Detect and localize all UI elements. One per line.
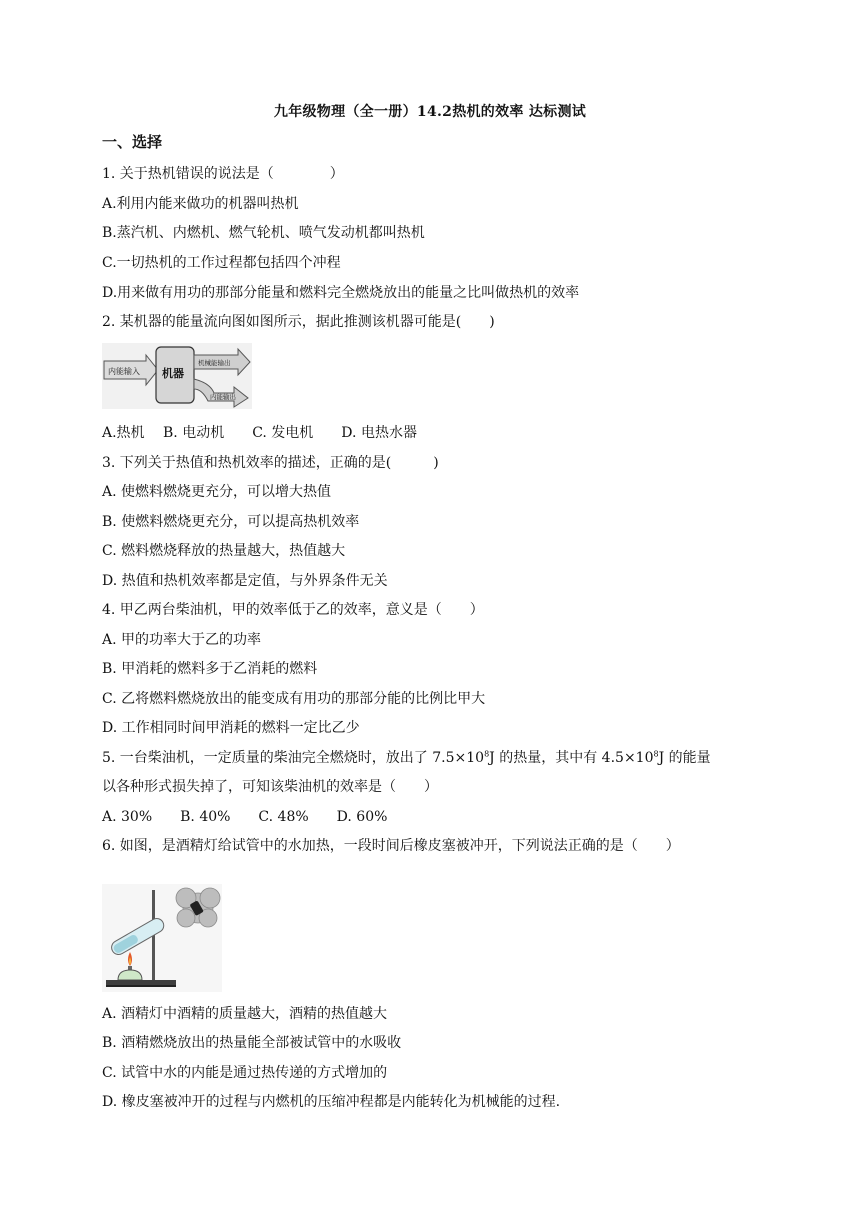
q3-stem: 3. 下列关于热值和热机效率的描述，正确的是( ): [102, 455, 439, 471]
q5-stem: 5. 一台柴油机，一定质量的柴油完全燃烧时，放出了 $7.5\times 10^8J$ 的热量，其中有 $4.5\times 10^8J$ 的能量: [102, 749, 711, 766]
page-title: 九年级物理（全一册）14.2热机的效率 达标测试: [273, 104, 587, 120]
q1-option-a: A.利用内能来做功的机器叫热机: [102, 196, 299, 212]
q4-option-a: A. 甲的功率大于乙的功率: [102, 632, 262, 648]
q1-option-c: C.一切热机的工作过程都包括四个冲程: [102, 255, 341, 271]
q3-option-d: D. 热值和热机效率都是定值，与外界条件无关: [102, 573, 388, 589]
q1-option-b: B.蒸汽机、内燃机、燃气轮机、喷气发动机都叫热机: [102, 225, 425, 241]
q4-option-c: C. 乙将燃料燃烧放出的能变成有用功的那部分能的比例比甲大: [102, 691, 486, 707]
q3-option-a: A. 使燃料燃烧更充分，可以增大热值: [102, 484, 332, 500]
q6-option-d: D. 橡皮塞被冲开的过程与内燃机的压缩冲程都是内能转化为机械能的过程.: [102, 1094, 561, 1110]
q6-stem: 6. 如图，是酒精灯给试管中的水加热，一段时间后橡皮塞被冲开，下列说法正确的是（ ）: [102, 838, 680, 854]
q3-option-b: B. 使燃料燃烧更充分，可以提高热机效率: [102, 514, 360, 530]
q4-option-d: D. 工作相同时间甲消耗的燃料一定比乙少: [102, 720, 360, 736]
diagram-output1-label: 机械能输出: [198, 359, 231, 367]
q6-option-b: B. 酒精燃烧放出的热量能全部被试管中的水吸收: [102, 1035, 402, 1051]
q2-options: A.热机 B. 电动机 C. 发电机 D. 电热水器: [102, 425, 417, 441]
q4-stem: 4. 甲乙两台柴油机，甲的效率低于乙的效率，意义是（ ）: [102, 602, 484, 618]
alcohol-lamp-test-tube-figure: [102, 884, 222, 992]
q6-option-a: A. 酒精灯中酒精的质量越大，酒精的热值越大: [102, 1006, 388, 1022]
diagram-output2-label: 内能输出: [210, 393, 236, 401]
q6-option-c: C. 试管中水的内能是通过热传递的方式增加的: [102, 1065, 388, 1081]
diagram-input-label: 内能输入: [108, 367, 140, 376]
q2-stem: 2. 某机器的能量流向图如图所示，据此推测该机器可能是( ): [102, 314, 495, 330]
q5-options: A. 30% B. 40% C. 48% D. 60%: [102, 809, 388, 825]
diagram-machine-label: 机器: [162, 367, 184, 380]
section-heading: 一、选择: [102, 133, 163, 151]
energy-flow-diagram: [102, 343, 252, 409]
q5-stem-line2: 以各种形式损失掉了，可知该柴油机的效率是（ ）: [102, 779, 438, 795]
q1-stem: 1. 关于热机错误的说法是（ ）: [102, 166, 344, 182]
q1-option-d: D.用来做有用功的那部分能量和燃料完全燃烧放出的能量之比叫做热机的效率: [102, 285, 580, 301]
q3-option-c: C. 燃料燃烧释放的热量越大，热值越大: [102, 543, 346, 559]
q4-option-b: B. 甲消耗的燃料多于乙消耗的燃料: [102, 661, 318, 677]
